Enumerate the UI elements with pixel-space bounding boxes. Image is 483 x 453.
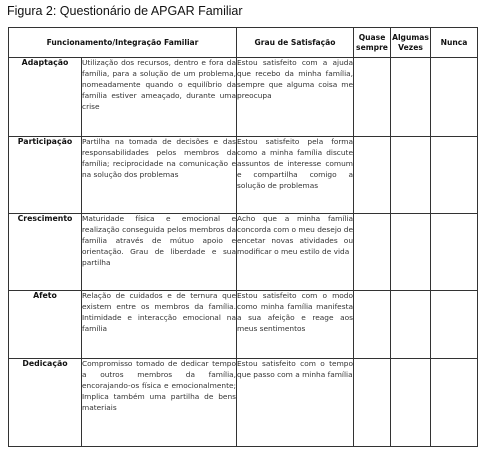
header-sometimes	[391, 28, 431, 58]
header-sometimes-line1: Algumas	[392, 32, 429, 42]
header-almost-always-line1: Quase	[358, 32, 386, 42]
row-description: Relação de cuidados e de ternura que existem entre os membros da família. Intimidade e interacção emocional na família	[82, 291, 237, 359]
row-label: Dedicação	[9, 359, 82, 447]
answer-sometimes-cell[interactable]	[391, 137, 431, 214]
row-satisfaction: Estou satisfeito com o tempo que passo com a minha família	[237, 359, 354, 447]
row-satisfaction: Estou satisfeito pela forma como a minha família discute assuntos de interesse comum e compartilha comigo a solução de problemas	[237, 137, 354, 214]
answer-never-cell[interactable]	[431, 58, 478, 137]
answer-almost-always-cell[interactable]	[354, 137, 391, 214]
header-almost-always	[354, 28, 391, 58]
row-description: Maturidade física e emocional e realização conseguida pelos membros da família através de mútuo apoio e orientação. Grau de liberdade e sua partilha	[82, 214, 237, 291]
table-header-row	[9, 28, 478, 58]
answer-almost-always-cell[interactable]	[354, 58, 391, 137]
header-satisfaction: Grau de Satisfação	[237, 28, 354, 58]
row-description: Utilização dos recursos, dentro e fora da família, para a solução de um problema, nomeadamente quando o equilíbrio da família estiver ameaçado, durante uma crise	[82, 58, 237, 137]
answer-sometimes-cell[interactable]	[391, 58, 431, 137]
table-row	[9, 214, 478, 291]
row-satisfaction: Acho que a minha família concorda com o meu desejo de encetar novas atividades ou modificar o meu estilo de vida	[237, 214, 354, 291]
answer-almost-always-cell[interactable]	[354, 214, 391, 291]
table-row	[9, 359, 478, 447]
row-label: Crescimento	[9, 214, 82, 291]
answer-almost-always-cell[interactable]	[354, 359, 391, 447]
header-sometimes-line2: Vezes	[398, 42, 423, 52]
row-label: Adaptação	[9, 58, 82, 137]
table-row	[9, 291, 478, 359]
answer-sometimes-cell[interactable]	[391, 291, 431, 359]
row-description: Partilha na tomada de decisões e das responsabilidades pelos membros da família; reciprocidade na comunicação e na solução dos problemas	[82, 137, 237, 214]
table-row	[9, 58, 478, 137]
answer-almost-always-cell[interactable]	[354, 291, 391, 359]
answer-never-cell[interactable]	[431, 291, 478, 359]
apgar-questionnaire-table	[8, 27, 478, 447]
answer-never-cell[interactable]	[431, 214, 478, 291]
answer-sometimes-cell[interactable]	[391, 214, 431, 291]
table-row	[9, 137, 478, 214]
header-functioning: Funcionamento/Integração Familiar	[9, 28, 237, 58]
answer-sometimes-cell[interactable]	[391, 359, 431, 447]
header-almost-always-line2: sempre	[356, 42, 388, 52]
row-label: Participação	[9, 137, 82, 214]
row-description: Compromisso tomado de dedicar tempo a outros membros da família, encorajando-os física e emocionalmente; Implica também uma partilha de bens materiais	[82, 359, 237, 447]
answer-never-cell[interactable]	[431, 137, 478, 214]
answer-never-cell[interactable]	[431, 359, 478, 447]
row-label: Afeto	[9, 291, 82, 359]
header-never: Nunca	[431, 28, 478, 58]
row-satisfaction: Estou satisfeito com o modo como minha família manifesta a sua afeição e reage aos meus sentimentos	[237, 291, 354, 359]
figure-caption: Figura 2: Questionário de APGAR Familiar	[7, 4, 243, 18]
row-satisfaction: Estou satisfeito com a ajuda que recebo da minha família, sempre que alguma coisa me preocupa	[237, 58, 354, 137]
